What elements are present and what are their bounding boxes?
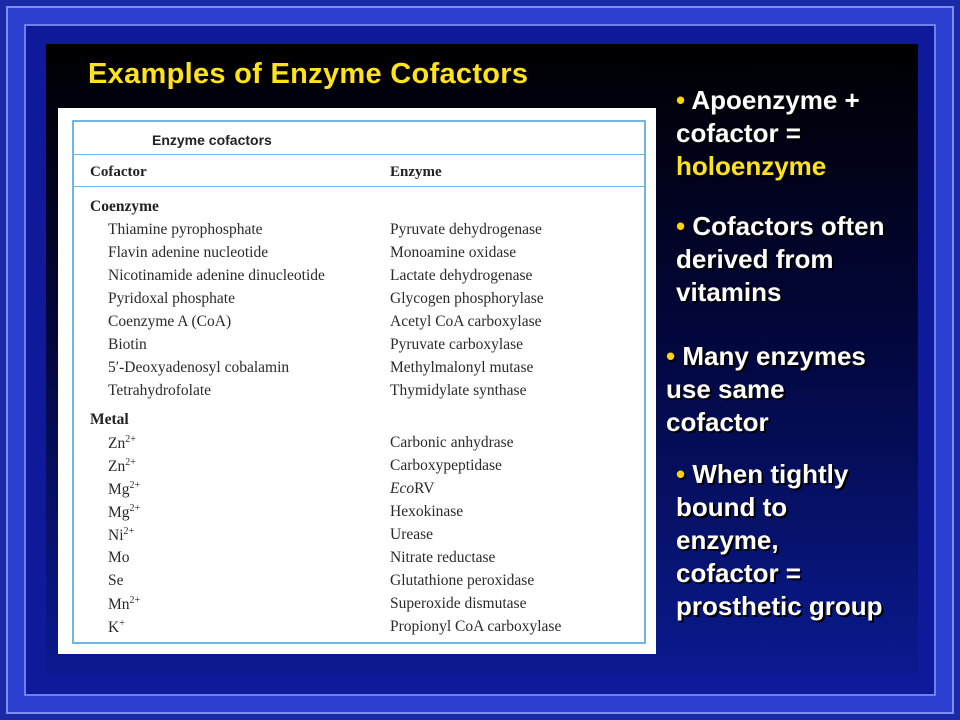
table-row: [74, 455, 644, 478]
bullet-line: derived from: [676, 244, 834, 274]
table-rule-header: [74, 186, 644, 187]
enzyme-cell: Methylmalonyl mutase: [390, 359, 534, 376]
table-row: [74, 501, 644, 524]
table-row: [74, 311, 644, 334]
cofactor-cell: Nicotinamide adenine dinucleotide: [108, 267, 325, 284]
table-panel: [58, 108, 656, 654]
bullet-line: enzyme,: [676, 525, 779, 555]
bullet-line: vitamins: [676, 277, 782, 307]
bullet-line: Apoenzyme +: [691, 85, 860, 115]
bullet-line: Cofactors often: [692, 211, 885, 241]
bullet-dot-icon: •: [666, 341, 676, 371]
enzyme-cell: Nitrate reductase: [390, 549, 496, 566]
table-row: [74, 570, 644, 593]
table-row: [74, 432, 644, 455]
cofactor-cell: Biotin: [108, 336, 147, 353]
bullet-line: Many enzymes: [682, 341, 866, 371]
cofactor-cell: Flavin adenine nucleotide: [108, 244, 269, 261]
enzyme-cell: Acetyl CoA carboxylase: [390, 313, 542, 330]
cofactor-cell: Pyridoxal phosphate: [108, 290, 235, 307]
table-rule-top: [74, 154, 644, 155]
table-row: [74, 616, 644, 639]
cofactor-cell: $Mg^{2+}$: [108, 503, 141, 522]
section-header: [74, 409, 644, 432]
bullet-line: cofactor =: [676, 118, 801, 148]
enzyme-cell: Lactate dehydrogenase: [390, 267, 533, 284]
cofactor-cell: $Zn^{2+}$: [108, 457, 136, 476]
column-header-enzyme: Enzyme: [390, 164, 442, 180]
bullet-line: bound to: [676, 492, 788, 522]
table-row: [74, 380, 644, 403]
cofactor-cell: Coenzyme A (CoA): [108, 313, 232, 330]
enzyme-cell: Thymidylate synthase: [390, 382, 527, 399]
bullet-highlight: holoenzyme: [676, 151, 827, 181]
bullet-line: When tightly: [692, 459, 849, 489]
cofactor-cell: Tetrahydrofolate: [108, 382, 212, 399]
enzyme-cell: Glycogen phosphorylase: [390, 290, 544, 307]
table-row: [74, 524, 644, 547]
table-row: [74, 547, 644, 570]
bullet-line: cofactor: [666, 407, 769, 437]
bullet-holoenzyme: [676, 84, 860, 183]
bullet-same-cofactor: [666, 340, 866, 439]
table-caption: Enzyme cofactors: [152, 132, 272, 148]
section-label: Coenzyme: [90, 198, 159, 215]
table-row: [74, 242, 644, 265]
table-row: [74, 288, 644, 311]
cofactor-cell: $Mg^{2+}$: [108, 480, 141, 499]
cofactor-cell: $Ni^{2+}$: [108, 526, 135, 545]
cofactor-cell: Se: [108, 572, 124, 589]
enzyme-cell: Urease: [390, 526, 434, 543]
bullet-vitamins: [676, 210, 884, 309]
bullet-dot-icon: •: [676, 459, 686, 489]
table-row: [74, 334, 644, 357]
section-label: Metal: [90, 411, 129, 428]
table-row: [74, 219, 644, 242]
enzyme-cell: Carboxypeptidase: [390, 457, 502, 474]
table-row: [74, 357, 644, 380]
bullet-prosthetic-group: [676, 458, 883, 623]
enzyme-cell: Pyruvate carboxylase: [390, 336, 523, 353]
enzyme-cell: Hexokinase: [390, 503, 464, 520]
cofactor-cell: $Zn^{2+}$: [108, 434, 136, 453]
table-row: [74, 593, 644, 616]
cofactor-cell: $Mn^{2+}$: [108, 595, 141, 614]
cofactor-table: [72, 120, 646, 644]
table-row: [74, 478, 644, 501]
bullet-line: cofactor =: [676, 558, 801, 588]
section-header: [74, 196, 644, 219]
enzyme-cell: Pyruvate dehydrogenase: [390, 221, 542, 238]
enzyme-cell: Glutathione peroxidase: [390, 572, 535, 589]
enzyme-cell: Carbonic anhydrase: [390, 434, 514, 451]
cofactor-cell: K+: [108, 618, 125, 637]
enzyme-cell: Superoxide dismutase: [390, 595, 527, 612]
enzyme-cell: Propionyl CoA carboxylase: [390, 618, 562, 635]
bullet-line: prosthetic group: [676, 591, 883, 621]
cofactor-cell: 5′-Deoxyadenosyl cobalamin: [108, 359, 290, 376]
cofactor-cell: Thiamine pyrophosphate: [108, 221, 263, 238]
bullet-line: use same: [666, 374, 785, 404]
table-row: [74, 265, 644, 288]
cofactor-cell: Mo: [108, 549, 130, 566]
bullet-dot-icon: •: [676, 85, 686, 115]
slide-title: Examples of Enzyme Cofactors: [88, 58, 529, 90]
column-header-cofactor: Cofactor: [90, 164, 147, 180]
bullet-dot-icon: •: [676, 211, 686, 241]
enzyme-cell: EcoRV: [390, 480, 435, 497]
enzyme-cell: Monoamine oxidase: [390, 244, 517, 261]
